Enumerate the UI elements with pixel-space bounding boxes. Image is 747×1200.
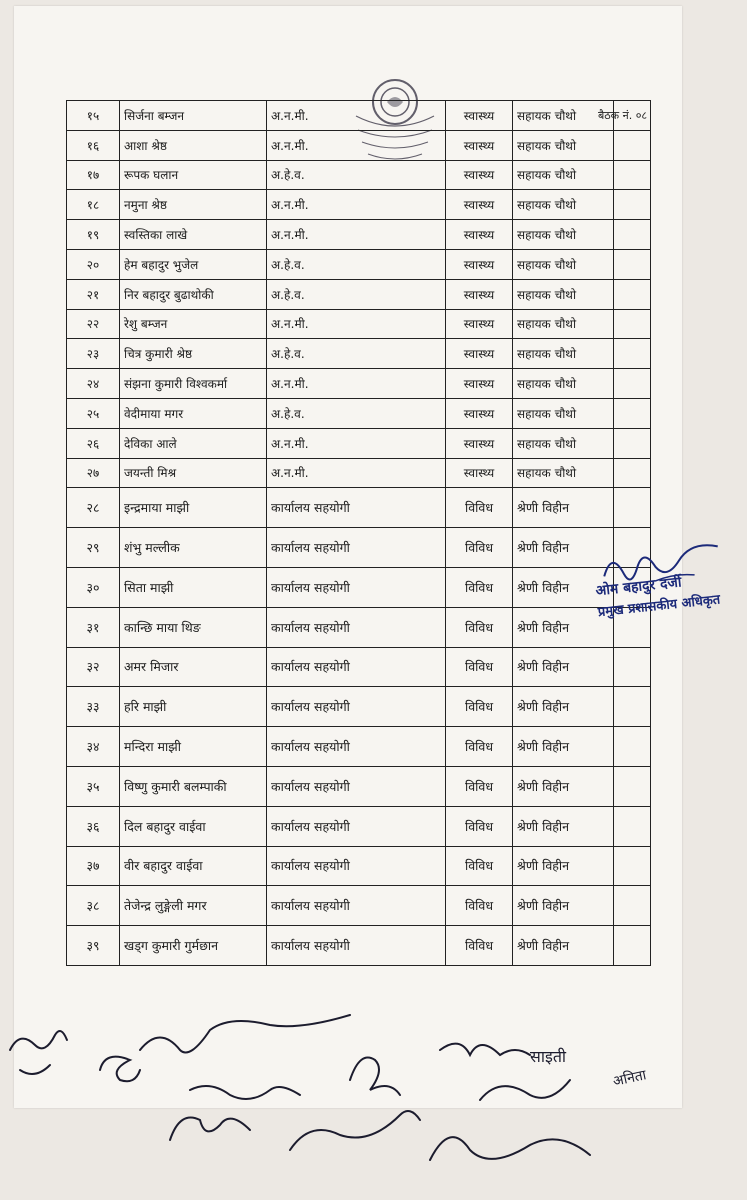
chief-officer-signature-block: [591, 533, 741, 647]
serial-number-cell: १९: [67, 220, 120, 250]
name-cell: हरि माझी: [120, 687, 267, 727]
level-cell: सहायक चौथो: [513, 101, 614, 131]
name-cell: हेम बहादुर भुजेल: [120, 249, 267, 279]
post-cell: अ.न.मी.: [267, 458, 446, 488]
name-cell: विष्णु कुमारी बलम्पाकी: [120, 766, 267, 806]
serial-number-cell: ३४: [67, 727, 120, 767]
post-cell: अ.हे.व.: [267, 398, 446, 428]
service-cell: विविध: [446, 567, 513, 607]
blank-cell: [614, 220, 651, 250]
post-cell: कार्यालय सहयोगी: [267, 727, 446, 767]
name-cell: तेजेन्द्र लुङ्गेली मगर: [120, 886, 267, 926]
serial-number-cell: २६: [67, 428, 120, 458]
name-cell: इन्द्रमाया माझी: [120, 488, 267, 528]
level-cell: श्रेणी विहीन: [513, 806, 614, 846]
signature-text-1: साइती: [530, 1047, 567, 1066]
table-row: [67, 846, 651, 886]
name-cell: कान्छि माया थिङ: [120, 607, 267, 647]
level-cell: श्रेणी विहीन: [513, 886, 614, 926]
signature-9: [430, 1137, 590, 1160]
level-cell: श्रेणी विहीन: [513, 607, 614, 647]
signature-2: [100, 1057, 140, 1082]
serial-number-cell: ३९: [67, 926, 120, 966]
table-row: [67, 130, 651, 160]
blank-cell: [614, 886, 651, 926]
level-cell: श्रेणी विहीन: [513, 647, 614, 687]
level-cell: सहायक चौथो: [513, 309, 614, 339]
service-cell: विविध: [446, 607, 513, 647]
table-row: [67, 766, 651, 806]
signature-7: [350, 1058, 400, 1096]
table-row: [67, 567, 651, 607]
serial-number-cell: १७: [67, 160, 120, 190]
name-cell: निर बहादुर बुढाथोकी: [120, 279, 267, 309]
post-cell: कार्यालय सहयोगी: [267, 528, 446, 568]
post-cell: अ.न.मी.: [267, 190, 446, 220]
level-cell: सहायक चौथो: [513, 458, 614, 488]
blank-cell: [614, 647, 651, 687]
table-row: [67, 398, 651, 428]
level-cell: सहायक चौथो: [513, 279, 614, 309]
service-cell: विविध: [446, 687, 513, 727]
name-cell: सिर्जना बम्जन: [120, 101, 267, 131]
staff-table: [66, 100, 651, 966]
service-cell: विविध: [446, 766, 513, 806]
table-row: [67, 249, 651, 279]
table-row: [67, 339, 651, 369]
service-cell: विविध: [446, 488, 513, 528]
serial-number-cell: २८: [67, 488, 120, 528]
post-cell: अ.न.मी.: [267, 428, 446, 458]
table-row: [67, 528, 651, 568]
table-row: [67, 220, 651, 250]
blank-cell: [614, 488, 651, 528]
serial-number-cell: ३१: [67, 607, 120, 647]
serial-number-cell: ३५: [67, 766, 120, 806]
blank-cell: [614, 428, 651, 458]
signatory-title: प्रमुख प्रशासकीय अधिकृत: [597, 592, 721, 621]
blank-cell: [614, 926, 651, 966]
post-cell: कार्यालय सहयोगी: [267, 647, 446, 687]
serial-number-cell: ३०: [67, 567, 120, 607]
table-row: [67, 488, 651, 528]
post-cell: कार्यालय सहयोगी: [267, 607, 446, 647]
blank-cell: [614, 279, 651, 309]
level-cell: सहायक चौथो: [513, 160, 614, 190]
serial-number-cell: ३३: [67, 687, 120, 727]
blank-cell: [614, 249, 651, 279]
signature-4: [190, 1086, 300, 1099]
serial-number-cell: ३८: [67, 886, 120, 926]
signature-8: [440, 1044, 530, 1055]
service-cell: स्वास्थ्य: [446, 101, 513, 131]
signature-3: [140, 1015, 350, 1053]
post-cell: कार्यालय सहयोगी: [267, 766, 446, 806]
post-cell: अ.हे.व.: [267, 339, 446, 369]
level-cell: श्रेणी विहीन: [513, 567, 614, 607]
serial-number-cell: ३६: [67, 806, 120, 846]
signature-10: [480, 1080, 570, 1100]
table-row: [67, 926, 651, 966]
service-cell: स्वास्थ्य: [446, 458, 513, 488]
serial-number-cell: ३७: [67, 846, 120, 886]
post-cell: अ.न.मी.: [267, 130, 446, 160]
service-cell: विविध: [446, 727, 513, 767]
name-cell: आशा श्रेष्ठ: [120, 130, 267, 160]
level-cell: सहायक चौथो: [513, 220, 614, 250]
table-row: [67, 727, 651, 767]
serial-number-cell: २७: [67, 458, 120, 488]
post-cell: अ.हे.व.: [267, 249, 446, 279]
level-cell: सहायक चौथो: [513, 339, 614, 369]
serial-number-cell: २४: [67, 369, 120, 399]
level-cell: सहायक चौथो: [513, 428, 614, 458]
post-cell: कार्यालय सहयोगी: [267, 846, 446, 886]
name-cell: अमर मिजार: [120, 647, 267, 687]
blank-cell: [614, 398, 651, 428]
name-cell: रेशु बम्जन: [120, 309, 267, 339]
table-row: [67, 806, 651, 846]
blank-cell: [614, 687, 651, 727]
post-cell: कार्यालय सहयोगी: [267, 488, 446, 528]
name-cell: दिल बहादुर वाईवा: [120, 806, 267, 846]
post-cell: अ.हे.व.: [267, 279, 446, 309]
level-cell: सहायक चौथो: [513, 398, 614, 428]
service-cell: स्वास्थ्य: [446, 428, 513, 458]
name-cell: मन्दिरा माझी: [120, 727, 267, 767]
table-row: [67, 607, 651, 647]
post-cell: कार्यालय सहयोगी: [267, 806, 446, 846]
post-cell: अ.न.मी.: [267, 309, 446, 339]
table-row: [67, 647, 651, 687]
post-cell: कार्यालय सहयोगी: [267, 886, 446, 926]
service-cell: स्वास्थ्य: [446, 220, 513, 250]
name-cell: शंभु मल्लीक: [120, 528, 267, 568]
serial-number-cell: २५: [67, 398, 120, 428]
serial-number-cell: २३: [67, 339, 120, 369]
name-cell: वीर बहादुर वाईवा: [120, 846, 267, 886]
level-cell: श्रेणी विहीन: [513, 727, 614, 767]
service-cell: स्वास्थ्य: [446, 160, 513, 190]
level-cell: सहायक चौथो: [513, 190, 614, 220]
signatory-name: ओम बहादुर दर्जी: [594, 574, 683, 600]
level-cell: सहायक चौथो: [513, 369, 614, 399]
service-cell: स्वास्थ्य: [446, 249, 513, 279]
level-cell: श्रेणी विहीन: [513, 846, 614, 886]
name-cell: देविका आले: [120, 428, 267, 458]
blank-cell: [614, 846, 651, 886]
member-signatures: [0, 1010, 747, 1200]
blank-cell: [614, 806, 651, 846]
table-row: [67, 309, 651, 339]
name-cell: संझना कुमारी विश्वकर्मा: [120, 369, 267, 399]
name-cell: जयन्ती मिश्र: [120, 458, 267, 488]
post-cell: कार्यालय सहयोगी: [267, 926, 446, 966]
blank-cell: [614, 160, 651, 190]
service-cell: स्वास्थ्य: [446, 130, 513, 160]
service-cell: विविध: [446, 528, 513, 568]
table-row: [67, 190, 651, 220]
service-cell: स्वास्थ्य: [446, 190, 513, 220]
service-cell: स्वास्थ्य: [446, 339, 513, 369]
level-cell: श्रेणी विहीन: [513, 528, 614, 568]
serial-number-cell: १५: [67, 101, 120, 131]
table-row: [67, 369, 651, 399]
name-cell: स्वस्तिका लाखे: [120, 220, 267, 250]
serial-number-cell: २२: [67, 309, 120, 339]
meeting-number: बैठक नं. ०८: [598, 109, 648, 122]
service-cell: स्वास्थ्य: [446, 279, 513, 309]
blank-cell: [614, 309, 651, 339]
name-cell: नमुना श्रेष्ठ: [120, 190, 267, 220]
service-cell: विविध: [446, 926, 513, 966]
table-row: [67, 101, 651, 131]
signature-5: [170, 1118, 250, 1141]
signature-text-2: अनिता: [611, 1067, 648, 1090]
service-cell: स्वास्थ्य: [446, 369, 513, 399]
level-cell: श्रेणी विहीन: [513, 687, 614, 727]
blank-cell: [614, 766, 651, 806]
serial-number-cell: २१: [67, 279, 120, 309]
level-cell: सहायक चौथो: [513, 130, 614, 160]
serial-number-cell: १८: [67, 190, 120, 220]
post-cell: कार्यालय सहयोगी: [267, 687, 446, 727]
post-cell: अ.न.मी.: [267, 101, 446, 131]
level-cell: श्रेणी विहीन: [513, 488, 614, 528]
table-row: [67, 886, 651, 926]
level-cell: श्रेणी विहीन: [513, 766, 614, 806]
name-cell: सिता माझी: [120, 567, 267, 607]
name-cell: रूपक घलान: [120, 160, 267, 190]
level-cell: सहायक चौथो: [513, 249, 614, 279]
blank-cell: [614, 190, 651, 220]
post-cell: अ.हे.व.: [267, 160, 446, 190]
signature-1: [10, 1031, 67, 1074]
signature-6: [290, 1111, 420, 1150]
blank-cell: [614, 369, 651, 399]
serial-number-cell: २९: [67, 528, 120, 568]
blank-cell: [614, 101, 651, 131]
table-row: [67, 428, 651, 458]
table-row: [67, 458, 651, 488]
blank-cell: [614, 339, 651, 369]
post-cell: कार्यालय सहयोगी: [267, 567, 446, 607]
service-cell: विविध: [446, 846, 513, 886]
table-row: [67, 160, 651, 190]
post-cell: अ.न.मी.: [267, 369, 446, 399]
post-cell: अ.न.मी.: [267, 220, 446, 250]
table-row: [67, 279, 651, 309]
service-cell: विविध: [446, 806, 513, 846]
name-cell: खड्ग कुमारी गुर्मछान: [120, 926, 267, 966]
level-cell: श्रेणी विहीन: [513, 926, 614, 966]
blank-cell: [614, 727, 651, 767]
service-cell: विविध: [446, 647, 513, 687]
service-cell: स्वास्थ्य: [446, 309, 513, 339]
serial-number-cell: ३२: [67, 647, 120, 687]
blank-cell: [614, 130, 651, 160]
serial-number-cell: २०: [67, 249, 120, 279]
name-cell: वेदीमाया मगर: [120, 398, 267, 428]
service-cell: विविध: [446, 886, 513, 926]
table-row: [67, 687, 651, 727]
blank-cell: [614, 458, 651, 488]
service-cell: स्वास्थ्य: [446, 398, 513, 428]
name-cell: चित्र कुमारी श्रेष्ठ: [120, 339, 267, 369]
serial-number-cell: १६: [67, 130, 120, 160]
